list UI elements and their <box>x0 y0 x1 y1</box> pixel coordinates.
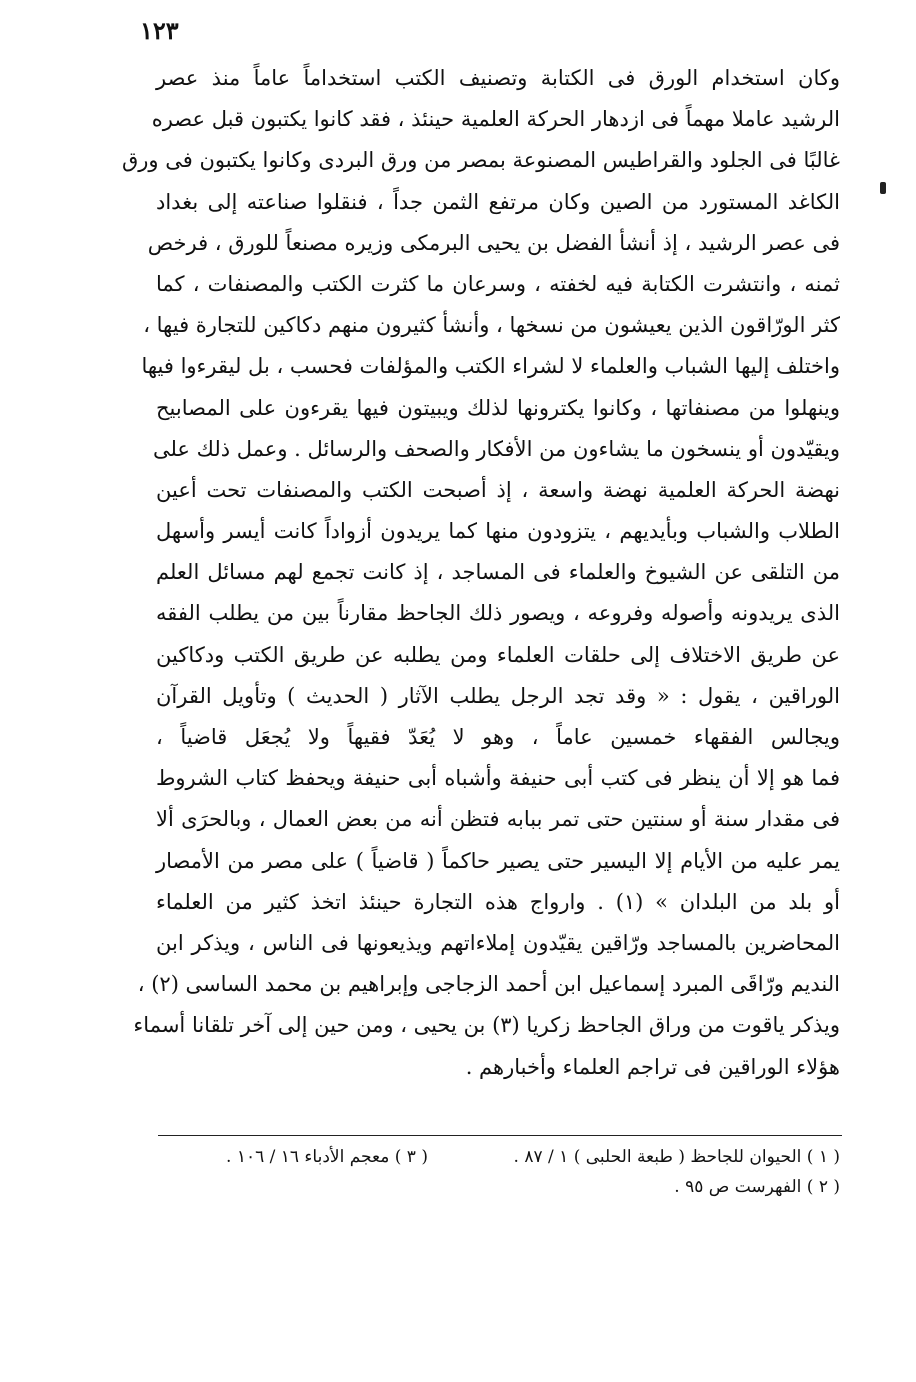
text-line-last: هؤلاء الوراقين فى تراجم العلماء وأخبارهم . <box>465 1054 840 1079</box>
text-line: ثمنه ، وانتشرت الكتابة فيه لخفته ، وسرعان ما كثرت الكتب والمصنفات ، كما <box>156 271 840 296</box>
text-line: ويذكر ياقوت من وراق الجاحظ زكريا (٣) بن يحيى ، ومن حين إلى آخر تلقانا أسماء <box>133 1013 840 1038</box>
text-line: فى عصر الرشيد ، إذ أنشأ الفضل بن يحيى البرمكى وزيره مصنعاً للورق ، فرخص <box>147 230 840 255</box>
footnote-3: ( ٣ ) معجم الأدباء ١٦ / ١٠٦ . <box>226 1147 428 1167</box>
text-line: الذى يريدونه وأصوله وفروعه ، ويصور ذلك الجاحظ مقارناً بين من يطلب الفقه <box>156 601 840 626</box>
footnote-divider <box>158 1135 842 1136</box>
footnote-2: ( ٢ ) الفهرست ص ٩٥ . <box>674 1177 840 1197</box>
text-line: نهضة الحركة العلمية نهضة واسعة ، إذ أصبحت الكتب والمصنفات تحت أعين <box>156 477 840 502</box>
text-line: فما هو إلا أن ينظر فى كتب أبى حنيفة وأشباه أبى حنيفة ويحفظ كتاب الشروط <box>156 766 840 791</box>
footnotes <box>156 1142 840 1202</box>
text-line: الطلاب والشباب وبأيديهم ، يتزودون منها كما يريدون أزواداً كانت أيسر وأسهل <box>156 519 840 544</box>
footnote-1: ( ١ ) الحيوان للجاحظ ( طبعة الحلبى ) ١ / ٨٧ . <box>513 1147 840 1167</box>
text-line: واختلف إليها الشباب والعلماء لا لشراء الكتب والمؤلفات فحسب ، بل ليقرءوا فيها <box>141 354 840 379</box>
text-line: عن طريق الاختلاف إلى حلقات العلماء ومن يطلبه عن طريق الكتب ودكاكين <box>156 642 840 667</box>
text-line: أو بلد من البلدان » (١) . وارواج هذه التجارة حينئذ اتخذ كثير من العلماء <box>156 889 840 914</box>
footnote-row <box>156 1142 840 1172</box>
text-line: المحاضرين بالمساجد ورّاقين يقيّدون إملاءاتهم ويذيعونها فى الناس ، ويذكر ابن <box>156 930 840 955</box>
text-line: غالبًا فى الجلود والقراطيس المصنوعة بمصر من ورق البردى وكانوا يكتبون فى ورق <box>121 148 840 173</box>
text-line: الرشيد عاملا مهماً فى ازدهار الحركة العلمية حينئذ ، فقد كانوا يكتبون قبل عصره <box>151 107 840 132</box>
text-line: ويقيّدون أو ينسخون ما يشاءون من الأفكار والصحف والرسائل . وعمل ذلك على <box>152 436 840 461</box>
footnote-row <box>156 1172 840 1202</box>
text-line: كثر الورّاقون الذين يعيشون من نسخها ، وأنشأ كثيرون منهم دكاكين للتجارة فيها ، <box>143 313 840 338</box>
text-line: الوراقين ، يقول : « وقد تجد الرجل يطلب الآثار ( الحديث ) وتأويل القرآن <box>156 683 840 708</box>
text-line: فى مقدار سنة أو سنتين حتى تمر ببابه فتظن أنه من بعض العمال ، وبالحرَى ألا <box>156 807 841 832</box>
text-line: وكان استخدام الورق فى الكتابة وتصنيف الكتب استخداماً عاماً منذ عصر <box>156 66 840 90</box>
text-line: ويجالس الفقهاء خمسين عاماً ، وهو لا يُعَدّ فقيهاً ولا يُجعَل قاضياً ، <box>156 725 840 749</box>
text-line: وينهلوا من مصنفاتها ، وكانوا يكترونها لذلك ويبيتون فيها يقرءون على المصابيح <box>156 395 840 420</box>
text-line: يمر عليه من الأيام إلا اليسير حتى يصير حاكماً ( قاضياً ) على مصر من الأمصار <box>156 848 840 873</box>
body-text <box>121 58 841 1088</box>
text-line: من التلقى عن الشيوخ والعلماء فى المساجد ، إذ كانت تجمع لهم مسائل العلم <box>156 560 840 585</box>
text-line: النديم ورّاقَى المبرد إسماعيل ابن أحمد الزجاجى وإبراهيم بن محمد الساسى (٢) ، <box>137 972 840 997</box>
text-line: الكاغد المستورد من الصين وكان مرتفع الثمن جداً ، فنقلوا صناعته إلى بغداد <box>156 189 840 214</box>
margin-mark <box>880 182 886 194</box>
page-number: ١٢٣ <box>140 16 179 45</box>
